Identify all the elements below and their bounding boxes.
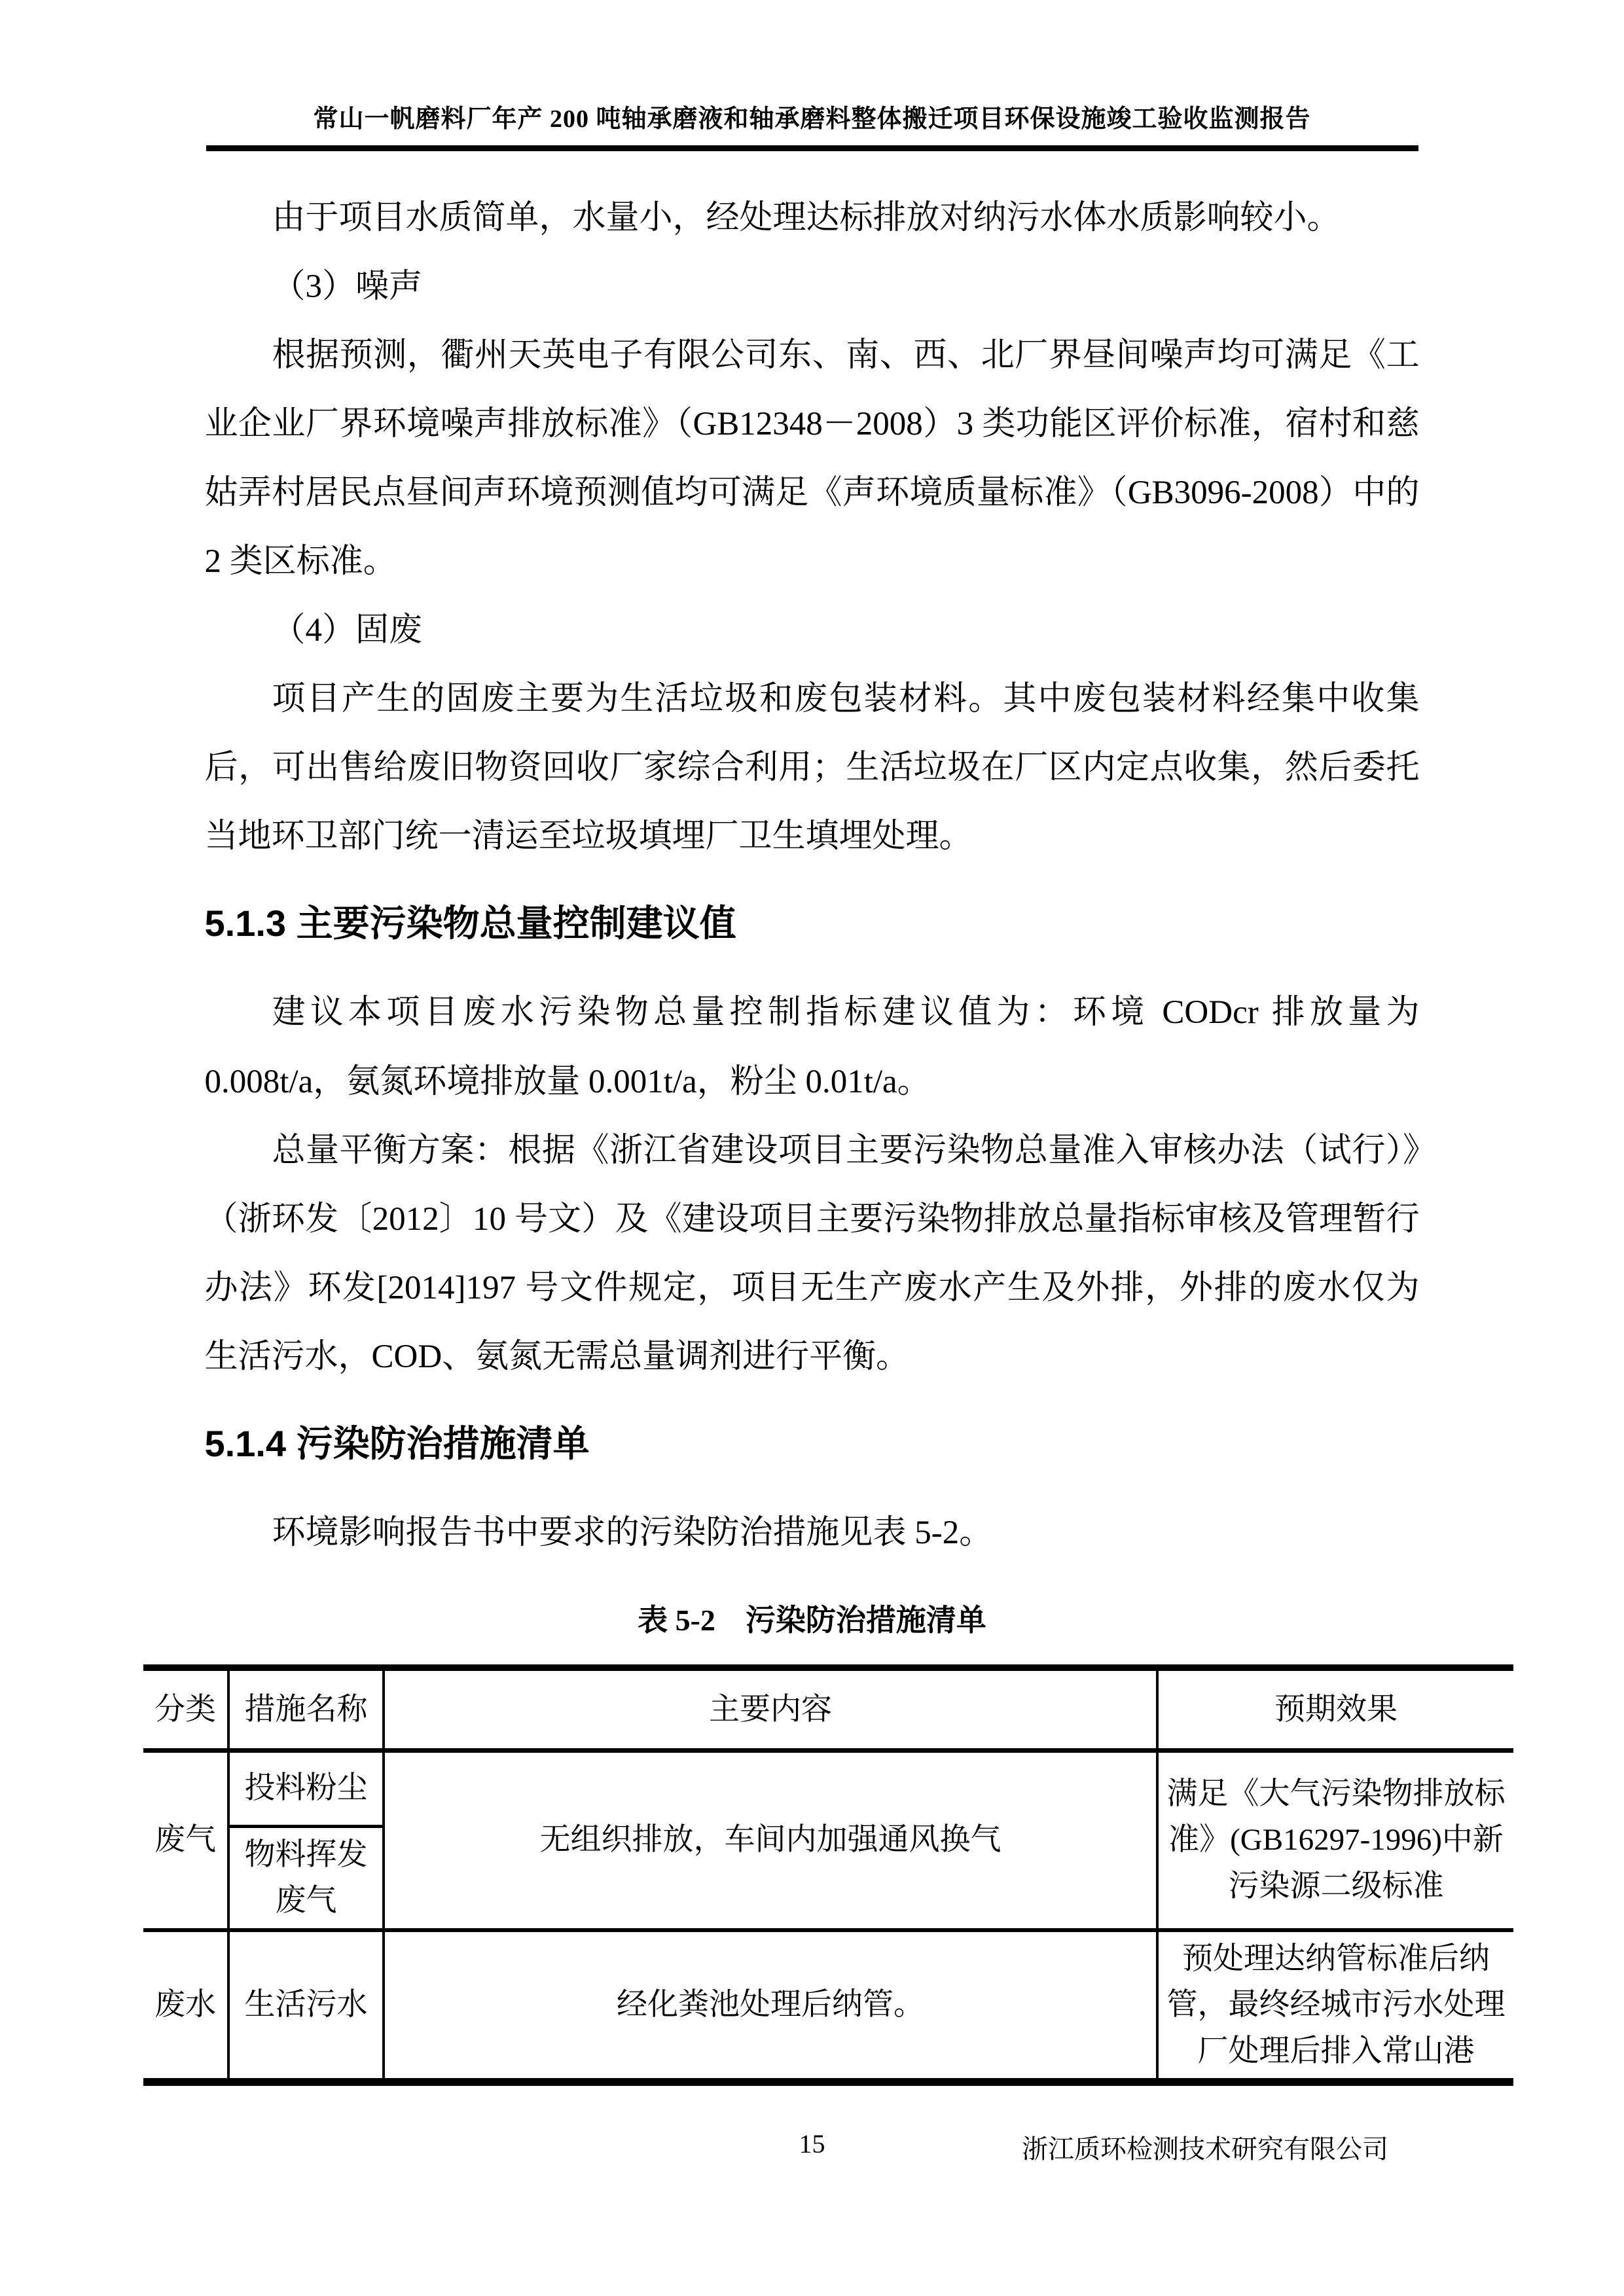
cell-effect-waste-gas: 满足《大气污染物排放标准》(GB16297-1996)中新污染源二级标准	[1157, 1750, 1513, 1930]
header-rule	[206, 145, 1418, 151]
paragraph-total-balance: 总量平衡方案：根据《浙江省建设项目主要污染物总量准入审核办法（试行）》（浙环发〔2012〕10 号文）及《建设项目主要污染物排放总量指标审核及管理暂行办法》环发[2014]197 号文件规定，项目无生产废水产生及外排，外排的废水仅为生活污水，COD、氨氮无需总量调剂进行平衡。	[204, 1132, 1420, 1375]
table-row-waste-gas	[143, 1750, 1513, 1826]
footer-company-name: 浙江质环检测技术研究有限公司	[1022, 2134, 1388, 2164]
section-heading-5-1-4: 5.1.4 污染防治措施清单	[204, 1422, 590, 1464]
document-body	[205, 151, 1420, 1568]
cell-content-waste-water: 经化粪池处理后纳管。	[384, 1930, 1157, 2083]
cell-category-waste-water: 废水	[154, 1988, 216, 2022]
section-heading-5-1-3: 5.1.3 主要污染物总量控制建议值	[204, 903, 736, 944]
page-header	[0, 0, 1624, 151]
cell-content-waste-gas: 无组织排放，车间内加强通风换气	[384, 1750, 1157, 1930]
column-header-category: 分类	[143, 1668, 228, 1750]
table-caption-title: 污染防治措施清单	[745, 1604, 986, 1638]
cell-measure-feeding-dust: 投料粉尘	[228, 1750, 384, 1826]
cell-measure-domestic-sewage: 生活污水	[228, 1930, 384, 2083]
list-item-solid-waste: （4）固废	[272, 611, 423, 649]
paragraph-measures-intro: 环境影响报告书中要求的污染防治措施见表 5-2。	[272, 1515, 993, 1552]
paragraph-solid-waste: 项目产生的固废主要为生活垃圾和废包装材料。其中废包装材料经集中收集后，可出售给废旧物资回收厂家综合利用；生活垃圾在厂区内定点收集，然后委托当地环卫部门统一清运至垃圾填埋厂卫生填埋处理。	[204, 680, 1420, 855]
page-number: 15	[799, 2129, 825, 2159]
column-header-expected-effect: 预期效果	[1157, 1668, 1513, 1750]
cell-measure-material-voc: 物料挥发废气	[228, 1826, 384, 1930]
column-header-main-content: 主要内容	[384, 1668, 1157, 1750]
table-caption	[0, 1596, 1624, 1640]
paragraph-water-impact: 由于项目水质简单，水量小，经处理达标排放对纳污水体水质影响较小。	[272, 199, 1341, 236]
header-title: 常山一帆磨料厂年产 200 吨轴承磨液和轴承磨料整体搬迁项目环保设施竣工验收监测报告	[313, 105, 1311, 133]
column-header-measure-name: 措施名称	[228, 1668, 384, 1750]
cell-category-waste-gas: 废气	[143, 1750, 228, 1930]
table-header-row	[143, 1668, 1513, 1750]
table-row-waste-water	[143, 1930, 1513, 2083]
cell-effect-waste-water: 预处理达纳管标准后纳管，最终经城市污水处理厂处理后排入常山港	[1157, 1930, 1513, 2083]
pollution-measures-table	[143, 1664, 1513, 2086]
page-footer	[0, 2128, 1624, 2168]
paragraph-total-control: 建议本项目废水污染物总量控制指标建议值为：环境 CODcr 排放量为 0.008t/a，氨氮环境排放量 0.001t/a，粉尘 0.01t/a。	[204, 994, 1420, 1100]
table-caption-number: 表 5-2	[638, 1604, 715, 1638]
list-item-noise: （3）噪声	[272, 268, 423, 305]
paragraph-noise: 根据预测，衢州天英电子有限公司东、南、西、北厂界昼间噪声均可满足《工业企业厂界环境噪声排放标准》（GB12348－2008）3 类功能区评价标准，宿村和慈姑弄村居民点昼间声环境预测值均可满足《声环境质量标准》（GB3096-2008）中的 2 类区标准。	[204, 336, 1420, 580]
